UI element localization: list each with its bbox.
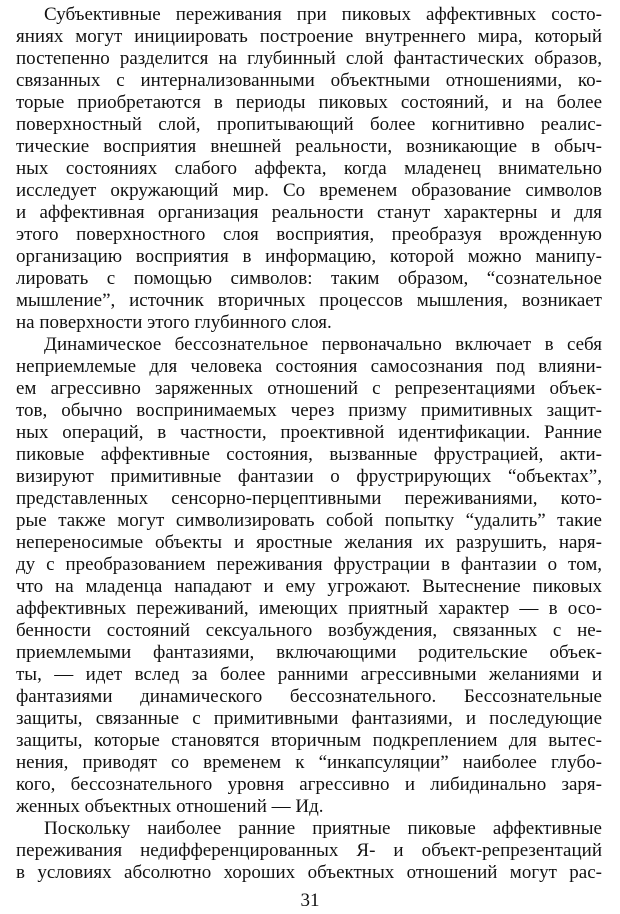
text-line: исследует окружающий мир. Со временем образование символов: [16, 180, 602, 201]
text-line: нения, приводят со временем к “инкапсуляции” наиболее глубо-: [16, 752, 602, 773]
text-line: в условиях абсолютно хороших объектных отношений могут рас-: [16, 862, 602, 883]
text-line: непереносимые объекты и яростные желания их разрушить, наря-: [16, 532, 602, 553]
text-line: что на младенца нападают и ему угрожают. Вытеснение пиковых: [16, 576, 602, 597]
text-line: приемлемыми фантазиями, включающими родительские объек-: [16, 642, 602, 663]
text-line: кого, бессознательного уровня агрессивно и либидинально заря-: [16, 774, 602, 795]
text-line: женных объектных отношений — Ид.: [16, 796, 324, 817]
text-line: защиты, которые становятся вторичным подкреплением для вытес-: [16, 730, 602, 751]
text-line: постепенно разделится на глубинный слой фантастических образов,: [16, 48, 602, 69]
text-line: тические восприятия внешней реальности, возникающие в обыч-: [16, 136, 602, 157]
text-line: тов, обычно воспринимаемых через призму примитивных защит-: [16, 400, 602, 421]
text-line: визируют примитивные фантазии о фрустрирующих “объектах”,: [16, 466, 602, 487]
text-line: ем агрессивно заряженных отношений с репрезентациями объек-: [16, 378, 602, 399]
text-line: поверхностный слой, пропитывающий более когнитивно реалис-: [16, 114, 602, 135]
text-line: ных состояниях слабого аффекта, когда младенец внимательно: [16, 158, 602, 179]
text-line: на поверхности этого глубинного слоя.: [16, 312, 332, 333]
text-line: Субъективные переживания при пиковых аффективных состо-: [44, 4, 602, 25]
text-line: аффективных переживаний, имеющих приятный характер — в осо-: [16, 598, 602, 619]
text-line: ных операций, в частности, проективной идентификации. Ранние: [16, 422, 602, 443]
text-line: пиковые аффективные состояния, вызванные фрустрацией, акти-: [16, 444, 602, 465]
text-line: лировать с помощью символов: таким образом, “сознательное: [16, 268, 602, 289]
text-line: защиты, связанные с примитивными фантазиями, и последующие: [16, 708, 602, 729]
text-line: и аффективная организация реальности станут характерны и для: [16, 202, 602, 223]
text-line: мышление”, источник вторичных процессов мышления, возникает: [16, 290, 602, 311]
text-line: переживания недифференцированных Я- и объект-репрезентаций: [16, 840, 602, 861]
text-line: организацию восприятия в информацию, которой можно манипу-: [16, 246, 602, 267]
text-line: рые также могут символизировать собой попытку “удалить” такие: [16, 510, 602, 531]
text-line: Динамическое бессознательное первоначально включает в себя: [44, 334, 602, 355]
text-line: ты, — идет вслед за более ранними агрессивными желаниями и: [16, 664, 602, 685]
text-line: яниях могут инициировать построение внутреннего мира, который: [16, 26, 602, 47]
text-line: этого поверхностного слоя восприятия, преобразуя врожденную: [16, 224, 602, 245]
text-line: неприемлемые для человека состояния самосознания под влияни-: [16, 356, 602, 377]
text-line: торые приобретаются в периоды пиковых состояний, и на более: [16, 92, 602, 113]
page-number: 31: [300, 890, 320, 911]
text-line: представленных сенсорно-перцептивными переживаниями, кото-: [16, 488, 602, 509]
text-line: Поскольку наиболее ранние приятные пиковые аффективные: [44, 818, 602, 839]
text-line: фантазиями динамического бессознательного. Бессознательные: [16, 686, 602, 707]
text-line: связанных с интернализованными объектными отношениями, ко-: [16, 70, 602, 91]
text-line: ду с преобразованием переживания фрустрации в фантазии о том,: [16, 554, 602, 575]
text-line: бенности состояний сексуального возбуждения, связанных с не-: [16, 620, 602, 641]
